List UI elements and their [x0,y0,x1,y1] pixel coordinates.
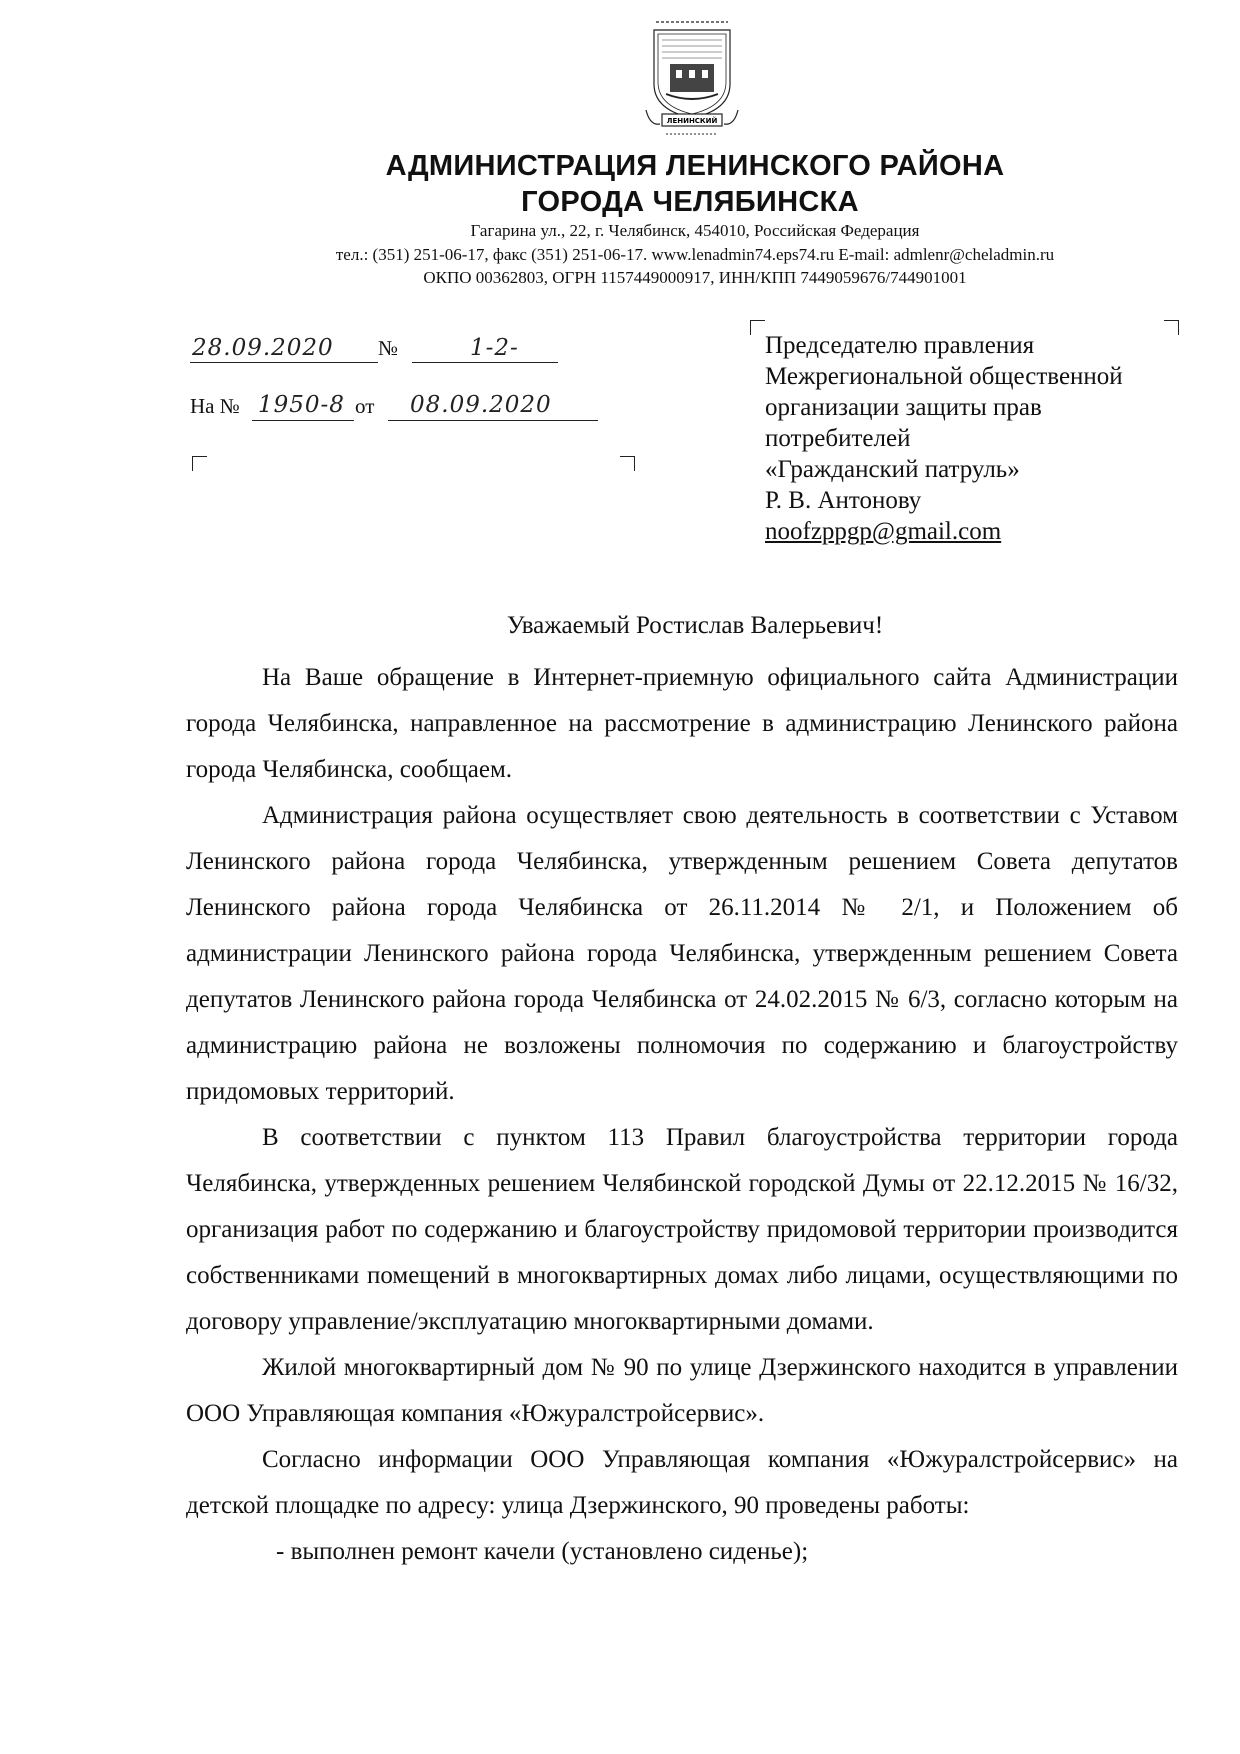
registration-date: 28.09.2020 [192,335,334,361]
addressee-line: Р. В. Антонову [765,487,922,514]
registration-number: 1-2- [470,335,519,361]
emblem-ribbon-text: ЛЕНИНСКИЙ [666,117,718,125]
date-underline [190,362,378,363]
org-phones: тел.: (351) 251-06-17, факс (351) 251-06-17. www.lenadmin74.eps74.ru E-mail: admlenr@cheladmin.ru [335,245,1055,264]
addressee-line: «Гражданский патруль» [765,456,1020,483]
left-block-corner-tr [620,456,635,471]
body-paragraph: На Ваше обращение в Интернет-приемную официального сайта Администрации города Челябинска, направленное на рассмотрение в администрацию Ленинского района города Челябинска, сообщаем. [186,664,1178,783]
addressee-line: Межрегиональной общественной [765,363,1123,390]
addressee-email-link[interactable]: noofzppgp@gmail.com [765,518,1002,545]
addressee-corner-tr [1164,320,1179,335]
letter-body [186,655,1178,1575]
coat-of-arms-emblem [636,14,748,146]
reference-date-underline [388,420,598,421]
org-title-line1: АДМИНИСТРАЦИЯ ЛЕНИНСКОГО РАЙОНА [385,150,1005,182]
addressee-line: организации защиты прав [765,394,1042,421]
reference-number: 1950-8 [258,392,345,418]
reference-label: На № [190,394,240,418]
number-label: № [378,336,399,360]
body-paragraph: Администрация района осуществляет свою деятельность в соответствии с Уставом Ленинского района города Челябинска, утвержденным решением Совета депутатов Ленинского района города Челябинска от 26.11.2014 № 2/1, и Положением об администрации Ленинского района города Челябинска, утвержденным решением Совета депутатов Ленинского района города Челябинска от 24.02.2015 № 6/3, согласно которым на администрацию района не возложены полномочия по содержанию и благоустройству придомовых территорий. [186,802,1178,1105]
org-codes: ОКПО 00362803, ОГРН 1157449000917, ИНН/КПП 7449059676/744901001 [423,268,967,287]
org-address: Гагарина ул., 22, г. Челябинск, 454010, Российская Федерация [470,221,920,240]
addressee-block [765,330,1123,547]
body-paragraph: Жилой многоквартирный дом № 90 по улице Дзержинского находится в управлении ООО Управляющая компания «Южуралстройсервис». [186,1354,1178,1427]
addressee-corner-tl [750,320,765,335]
org-title-line2: ГОРОДА ЧЕЛЯБИНСКА [521,186,859,218]
addressee-line: потребителей [765,425,911,452]
body-paragraph: Согласно информации ООО Управляющая компания «Южуралстройсервис» на детской площадке по адресу: улица Дзержинского, 90 проведены работы: [186,1446,1178,1519]
works-list-item: - выполнен ремонт качели (установлено сиденье); [276,1538,809,1565]
body-paragraph: В соответствии с пунктом 113 Правил благоустройства территории города Челябинска, утвержденных решением Челябинской городской Думы от 22.12.2015 № 16/32, организация работ по содержанию и благоустройству придомовой территории производится собственниками помещений в многоквартирных домах либо лицами, осуществляющими по договору управление/эксплуатацию многоквартирными домами. [186,1124,1178,1335]
addressee-line: Председателю правления [765,332,1035,359]
number-underline [412,362,558,363]
reference-number-underline [252,420,354,421]
left-block-corner-tl [192,456,207,471]
reference-date: 08.09.2020 [410,392,552,418]
greeting: Уважаемый Ростислав Валерьевич! [506,612,884,639]
from-label: от [355,394,375,418]
